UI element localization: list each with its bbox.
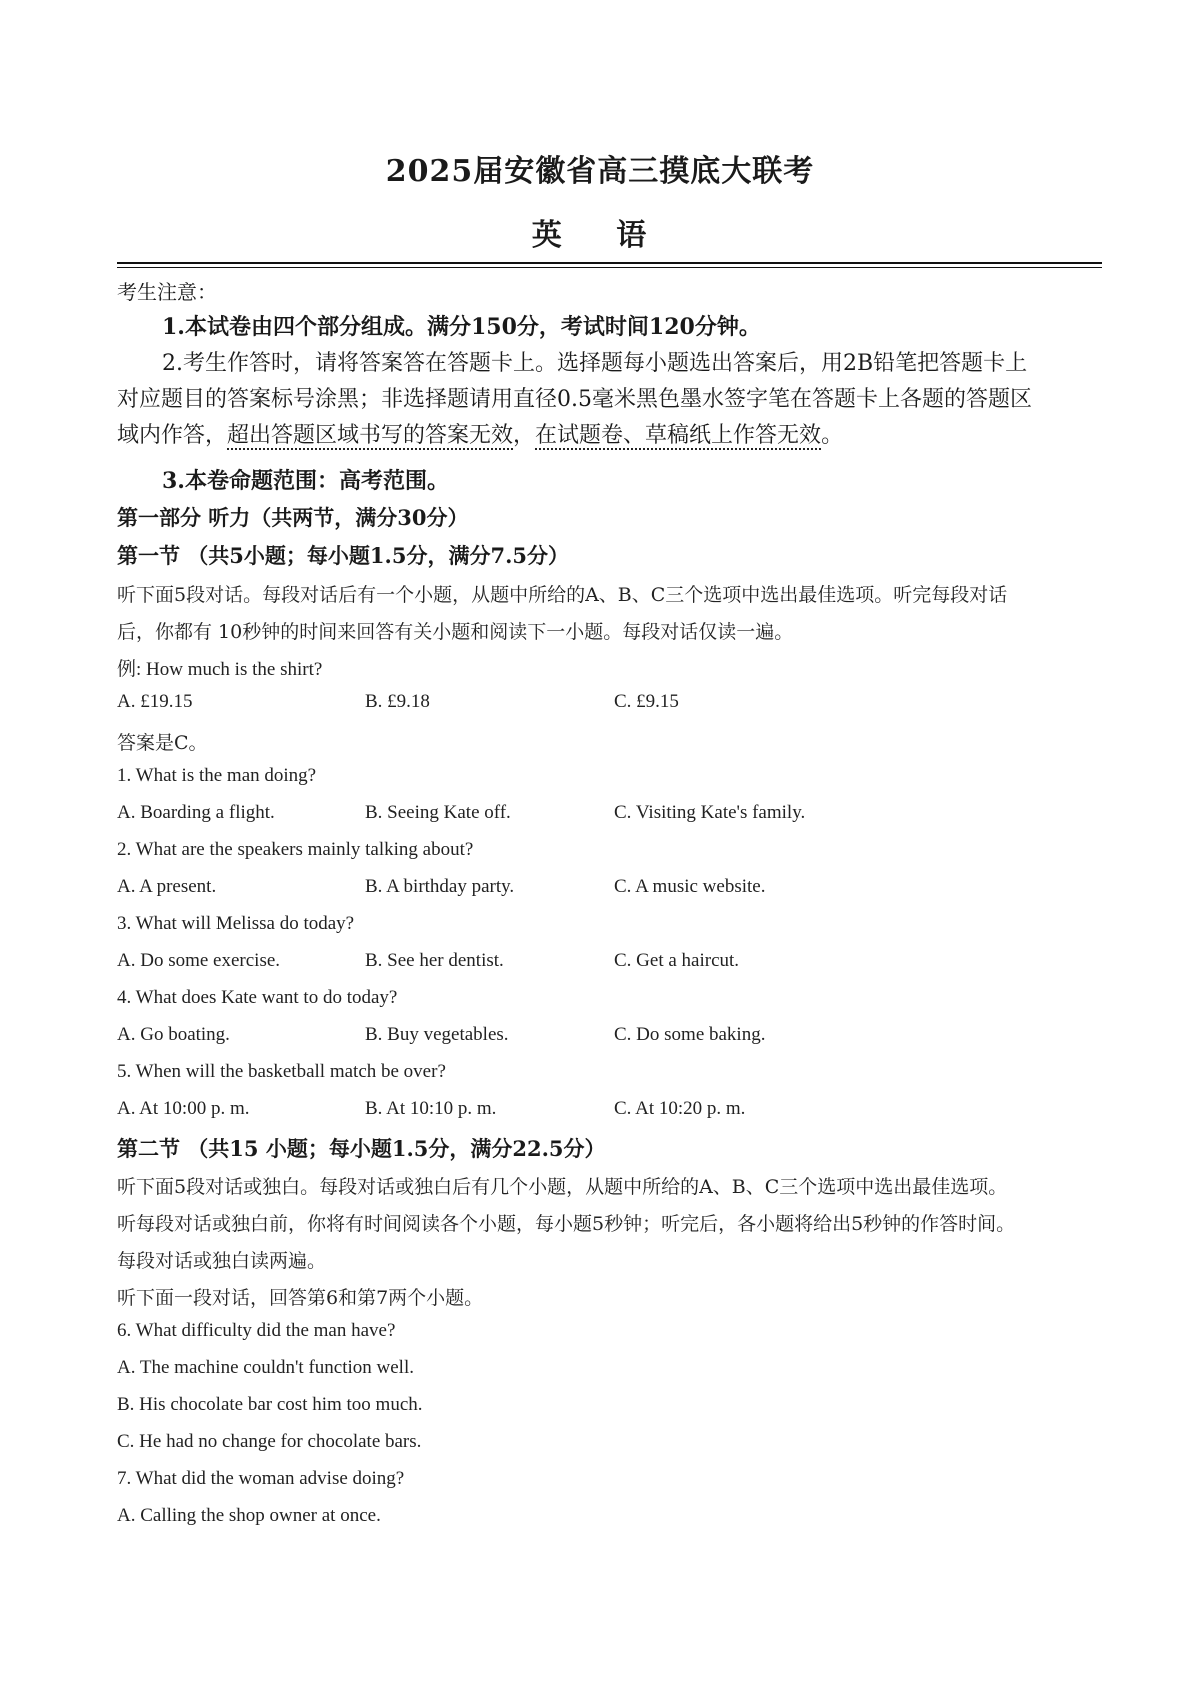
notice-item-2-line-2: 对应题目的答案标号涂黑；非选择题请用直径0.5毫米黑色墨水签字笔在答题卡上各题的答题区 (117, 387, 1032, 412)
question-5-options (117, 1098, 1017, 1124)
option-c: C. At 10:20 p. m. (614, 1098, 746, 1119)
notice-text: 。 (821, 423, 844, 448)
option-b: B. £9.18 (365, 691, 430, 712)
option-c: C. Do some baking. (614, 1024, 766, 1045)
notice-heading: 考生注意： (117, 280, 217, 304)
section1-heading: 第一节 （共5小题；每小题1.5分，满分7.5分） (117, 543, 569, 568)
question-3-options (117, 950, 1017, 976)
option-b: B. A birthday party. (365, 876, 515, 897)
question-2-options (117, 876, 1017, 902)
question-4: 4. What does Kate want to do today? (117, 987, 398, 1008)
example-question: 例: How much is the shirt? (117, 659, 323, 680)
option-c: C. Visiting Kate's family. (614, 802, 806, 823)
option-a: A. A present. (117, 876, 217, 897)
option-b: B. See her dentist. (365, 950, 504, 971)
header-rule-thin (117, 267, 1102, 268)
notice-text: ， (513, 423, 536, 448)
section2-instructions-line-1: 听下面5段对话或独白。每段对话或独白后有几个小题，从题中所给的A、B、C三个选项中选出最佳选项。 (117, 1176, 1008, 1198)
option-a: A. Do some exercise. (117, 950, 281, 971)
section1-instructions-line-1: 听下面5段对话。每段对话后有一个小题，从题中所给的A、B、C三个选项中选出最佳选项。听完每段对话 (117, 584, 1008, 606)
option-c: C. £9.15 (614, 691, 679, 712)
example-options (117, 691, 1017, 717)
question-4-options (117, 1024, 1017, 1050)
option-b: B. Buy vegetables. (365, 1024, 509, 1045)
exam-title: 2025届安徽省高三摸底大联考 (385, 154, 815, 189)
part1-heading: 第一部分 听力（共两节，满分30分） (117, 505, 469, 530)
section2-instructions-line-2: 听每段对话或独白前，你将有时间阅读各个小题，每小题5秒钟；听完后，各小题将给出5秒钟的作答时间。 (117, 1213, 1016, 1235)
option-b: B. Seeing Kate off. (365, 802, 511, 823)
section2-heading: 第二节 （共15 小题；每小题1.5分，满分22.5分） (117, 1136, 606, 1161)
option-a: A. £19.15 (117, 691, 193, 712)
question-5: 5. When will the basketball match be over? (117, 1061, 446, 1082)
question-6-option-c: C. He had no change for chocolate bars. (117, 1431, 422, 1452)
exam-subject: 英 语 (531, 218, 669, 253)
question-1: 1. What is the man doing? (117, 765, 317, 786)
option-c: C. A music website. (614, 876, 766, 897)
option-c: C. Get a haircut. (614, 950, 740, 971)
question-2: 2. What are the speakers mainly talking about? (117, 839, 474, 860)
question-6-option-a: A. The machine couldn't function well. (117, 1357, 414, 1378)
question-1-options (117, 802, 1017, 828)
option-a: A. Go boating. (117, 1024, 230, 1045)
question-6: 6. What difficulty did the man have? (117, 1320, 396, 1341)
section1-instructions-line-2: 后，你都有 10秒钟的时间来回答有关小题和阅读下一小题。每段对话仅读一遍。 (117, 621, 794, 643)
notice-item-2-line-3 (117, 418, 843, 449)
option-a: A. Boarding a flight. (117, 802, 275, 823)
notice-item-3: 3.本卷命题范围：高考范围。 (162, 468, 449, 494)
option-a: A. At 10:00 p. m. (117, 1098, 250, 1119)
question-7: 7. What did the woman advise doing? (117, 1468, 405, 1489)
question-6-option-b: B. His chocolate bar cost him too much. (117, 1394, 423, 1415)
example-answer: 答案是C。 (117, 732, 208, 754)
notice-item-1: 1.本试卷由四个部分组成。满分150分，考试时间120分钟。 (162, 314, 761, 340)
notice-item-2-line-1: 2.考生作答时，请将答案答在答题卡上。选择题每小题选出答案后，用2B铅笔把答题卡上 (162, 351, 1028, 376)
emphasized-text: 超出答题区域书写的答案无效 (227, 423, 514, 448)
dialogue-instruction: 听下面一段对话，回答第6和第7两个小题。 (117, 1287, 484, 1309)
notice-text: 域内作答， (117, 423, 228, 448)
question-3: 3. What will Melissa do today? (117, 913, 355, 934)
question-7-option-a: A. Calling the shop owner at once. (117, 1505, 381, 1526)
emphasized-text: 在试题卷、草稿纸上作答无效 (535, 423, 822, 448)
header-rule-thick (117, 262, 1102, 264)
option-b: B. At 10:10 p. m. (365, 1098, 497, 1119)
section2-instructions-line-3: 每段对话或独白读两遍。 (117, 1250, 327, 1272)
